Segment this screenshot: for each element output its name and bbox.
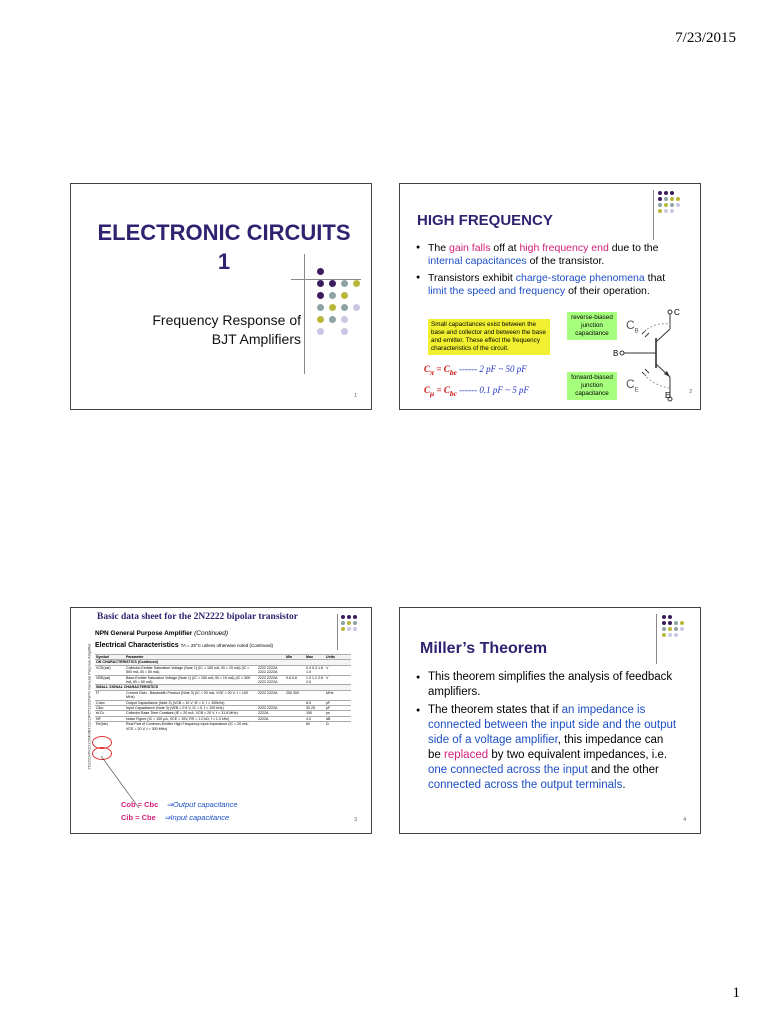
table-row: Re(hie) Real Part of Common-Emitter High Frequency Input Impedance (IC = 20 mA, VCE = 20 V, f = 300 MHz) 60 Ω (95, 722, 351, 731)
device-name: NPN General Purpose Amplifier (Continued) (95, 630, 229, 637)
caption-output-capacitance: Cob = Cbc ⇒Output capacitance (121, 800, 238, 809)
title-line-1: ELECTRONIC CIRCUITS (97, 220, 351, 245)
title-line-2: 1 (217, 249, 231, 274)
page-date: 7/23/2015 (675, 30, 736, 46)
table-row: fT Current Gain - Bandwidth Product (Note 3) (IC = 20 mA, VCE = 20 V, f = 100 MHz) 2222 2222A 250 300 MHz (95, 690, 351, 700)
bullet-theorem-states: ● The theorem states that if an impedance is connected between the input side and the output side of a voltage amplifier, this impedance can be replaced by two equivalent impedances, i.e. one connected across the input and the other connected across the output terminals. (416, 704, 677, 791)
divider-vertical (653, 190, 654, 240)
label-collector: C (674, 308, 680, 317)
slide-number: 3 (354, 817, 357, 823)
note-forward-biased: forward-biased junction capacitance (567, 372, 617, 400)
datasheet-side-text: 2N2222/PN2222/MMBT2222/PZT2222/NPN General Purpose Amplifier (86, 643, 92, 770)
note-small-capacitances: Small capacitances exist between the base and collector and between the base and emitter. These effect the frequency characteristics of the circuit. (428, 319, 550, 355)
table-row: rb'Cc Collector Base Time Constant (IE = 20 mA, VCB = 20 V, f = 31.8 MHz) 2222A 150 ps (95, 711, 351, 716)
slide-1-thumbnail (70, 183, 372, 410)
slide-number: 2 (689, 389, 692, 395)
slide-3-thumbnail (70, 607, 372, 834)
bullet-gain-falls: ● The gain falls off at high frequency end due to the internal capacitances of the transistor. (416, 242, 659, 267)
label-c-e: $C_E$ (626, 377, 639, 394)
table-row: VCE(sat) Collector-Emitter Saturation Voltage (Note 1) (IC = 150 mA, IB = 15 mA) (IC = 500 mA, IB = 50 mA) 2222 2222A 2222 2222A 0.4 0.3 1.6 1.0 V (95, 665, 351, 675)
slide-4-heading: Miller’s Theorem (420, 640, 548, 657)
label-emitter: E (665, 391, 671, 400)
label-base: B (613, 349, 619, 358)
slide-2-heading: HIGH FREQUENCY (417, 212, 553, 229)
datasheet-table: Symbol Parameter Min Max Units ON CHARACTERISTICS (Continued) VCE(sat) Collector-Emitter Saturation Voltage (Note 1) (IC = 150 mA, IB = 15 mA) (IC = 500 mA, IB = 50 mA) 2222 2222A 2222 2222A 0.4 0.3 1.6 1.0 V VBE(sat) Base-Emitter Saturation Voltage (Note 1) (IC = 150 mA, IB = 15 mA) (IC = 500 mA, IB = 50 mA) 2222 2222A 2222 2222A 0.6 0.6 1.3 1.2 2.6 2.0 V SMALL SIGNAL CHARACTERISTICS fT Current Gain - Bandwidth Product (Note 3) (IC = 20 mA, VCE = 20 V, f = 100 MHz) 2222 2222A 250 300 MHz Cobo Output Capacitance (Note 3) (VCB = 10 V, IE = 0, f = 100kHz) 8.0 pF Cibo Input Capacitance (Note 3) (VEB = 0.5 V, IC = 0, f = 100 kHz) 2222 2222A 30 25 pF rb'Cc Collector Base Time Constant (IE = 20 mA, VCB = 20 V, f = 31.8 MHz) 2222A 150 ps NF Noise Figure (IC = 100 μA, VCE = 10V, RS = 1.0 kΩ, f = 1.0 kHz) 2222A 4.0 dB Re(hie) Real Part of Common-Emitter High Frequency Input Impedance (IC = 20 mA, VCE = 20 V, f = 300 MHz) 60 Ω (95, 654, 351, 731)
page-number: 1 (732, 985, 740, 1001)
table-row: Cobo Output Capacitance (Note 3) (VCB = 10 V, IE = 0, f = 100kHz) 8.0 pF (95, 700, 351, 705)
slide-1-subtitle (152, 311, 301, 349)
slide-3-title: Basic data sheet for the 2N2222 bipolar transistor (97, 612, 298, 622)
caption-input-capacitance: Cib = Cbe ⇒Input capacitance (121, 813, 230, 822)
subtitle-line-2: BJT Amplifiers (211, 331, 301, 347)
divider-horizontal (291, 279, 361, 280)
electrical-characteristics-heading: Electrical Characteristics TA = 25°C unless otherwise noted (Continued) (95, 642, 274, 649)
subtitle-line-1: Frequency Response of (152, 312, 301, 328)
bullet-simplifies: ● This theorem simplifies the analysis of feedback amplifiers. (416, 671, 673, 698)
note-reverse-biased: reverse-biased junction capacitance (567, 312, 617, 340)
equation-c-mu: $C_\mu = C_{bc}$ ------ 0.1 pF ~ 5 pF (424, 385, 530, 398)
table-row: Cibo Input Capacitance (Note 3) (VEB = 0.5 V, IC = 0, f = 100 kHz) 2222 2222A 30 25 pF (95, 706, 351, 711)
slide-4-thumbnail (399, 607, 701, 834)
table-row: NF Noise Figure (IC = 100 μA, VCE = 10V, RS = 1.0 kΩ, f = 1.0 kHz) 2222A 4.0 dB (95, 716, 351, 721)
divider-vertical (656, 614, 657, 664)
bullet-charge-storage: ● Transistors exhibit charge-storage phenomena that limit the speed and frequency of their operation. (416, 272, 666, 297)
label-c-b: $C_B$ (626, 318, 639, 335)
slide-2-thumbnail (399, 183, 701, 410)
slide-number: 4 (683, 817, 686, 823)
divider-vertical (337, 614, 338, 650)
divider-vertical (304, 254, 305, 374)
table-row: VBE(sat) Base-Emitter Saturation Voltage (Note 1) (IC = 150 mA, IB = 15 mA) (IC = 500 mA, IB = 50 mA) 2222 2222A 2222 2222A 0.6 0.6 1.3 1.2 2.6 2.0 V (95, 675, 351, 685)
equation-c-pi: $C_\pi = C_{be}$ ------ 2 pF ~ 50 pF (424, 364, 527, 377)
slide-number: 1 (354, 393, 357, 399)
